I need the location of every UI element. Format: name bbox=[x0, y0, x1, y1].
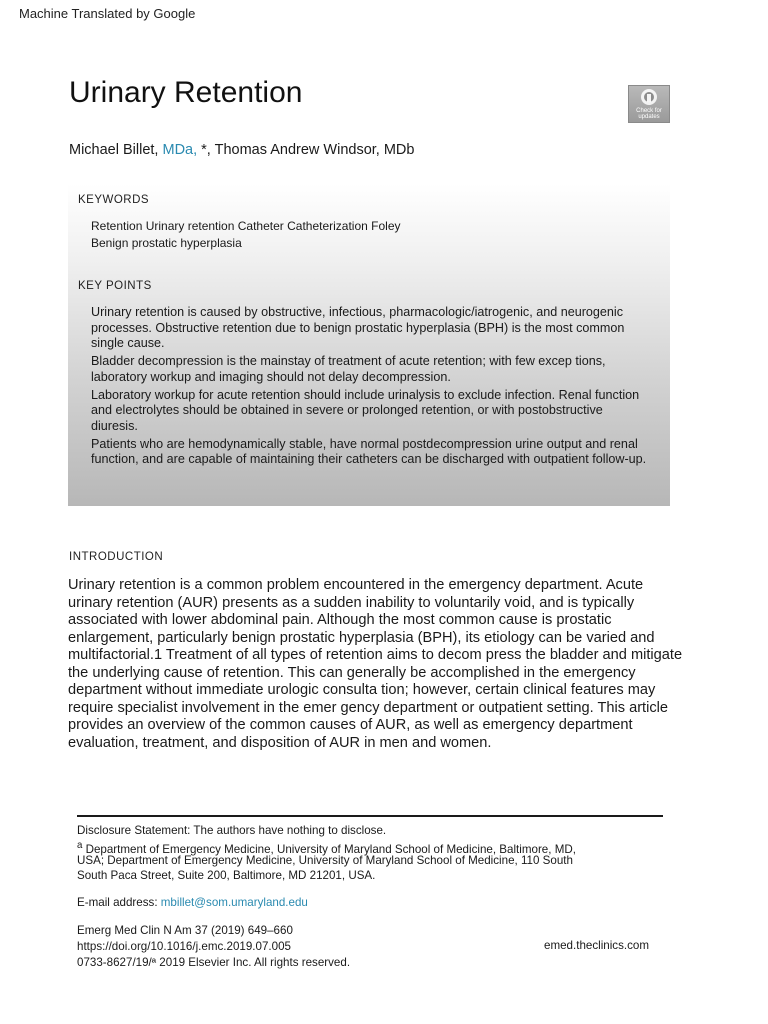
update-check-icon bbox=[638, 88, 660, 108]
email-link[interactable]: mbillet@som.umaryland.edu bbox=[160, 896, 308, 909]
journal-citation: Emerg Med Clin N Am 37 (2019) 649–660 bbox=[77, 924, 293, 937]
affiliation-marker: a bbox=[77, 840, 83, 851]
author-affiliation-link[interactable]: MDa, bbox=[162, 142, 198, 158]
affiliation-line-3: South Paca Street, Suite 200, Baltimore, MD 21201, USA. bbox=[77, 869, 376, 882]
machine-translation-banner: Machine Translated by Google bbox=[19, 6, 196, 21]
copyright-notice: 0733-8627/19/ª 2019 Elsevier Inc. All rights reserved. bbox=[77, 956, 351, 969]
key-points-list bbox=[91, 305, 651, 470]
affiliation-line-2: USA; Department of Emergency Medicine, University of Maryland School of Medicine, 110 South bbox=[77, 854, 573, 867]
check-for-updates-badge[interactable] bbox=[628, 85, 670, 123]
keywords-line-1: Retention Urinary retention Catheter Catheterization Foley bbox=[91, 219, 401, 233]
disclosure-statement: Disclosure Statement: The authors have nothing to disclose. bbox=[77, 824, 387, 837]
introduction-body: Urinary retention is a common problem encountered in the emergency department. Acute urinary retention (AUR) presents as a sudden inability to voluntarily void, and is typically associated with lower abdominal pain. Although the most common cause is prostatic enlargement, particularly benign prostatic hyperplasia (BPH), its etiology can be varied and multifactorial.1 Treatment of all types of retention aims to decom press the bladder and mitigate the underlying cause of retention. This can generally be accomplished in the emergency department without immediate urologic consulta tion; however, certain clinical features may require specialist involvement in the emer gency department or outpatient setting. This article provides an overview of the common causes of AUR, as well as emergency department evaluation, treatment, and disposition of AUR in men and women. bbox=[68, 577, 683, 751]
key-point-item: Bladder decompression is the mainstay of treatment of acute retention; with few excep tions, laboratory workup and imaging should not delay decompression. bbox=[91, 354, 606, 384]
email-label: E-mail address: bbox=[77, 896, 161, 909]
email-line bbox=[77, 895, 667, 911]
keywords-heading: KEYWORDS bbox=[78, 194, 150, 206]
author-rest: *, Thomas Andrew Windsor, MDb bbox=[197, 142, 415, 158]
key-point-item: Laboratory workup for acute retention should include urinalysis to exclude infection. Renal function and electrolytes should be obtained in severe or prolonged retention, or with postobstructive diuresis. bbox=[91, 387, 640, 433]
keywords-line-2: Benign prostatic hyperplasia bbox=[91, 236, 242, 250]
key-point-item: Patients who are hemodynamically stable, have normal postdecompression urine output and renal function, and are capable of maintaining their catheters can be discharged with outpatient follow-up. bbox=[91, 436, 647, 466]
footnote-divider bbox=[77, 815, 663, 817]
badge-text-line1: Check for bbox=[636, 108, 662, 114]
article-title: Urinary Retention bbox=[69, 76, 303, 109]
badge-text-line2: updates bbox=[638, 114, 660, 120]
introduction-heading: INTRODUCTION bbox=[69, 551, 164, 563]
doi-link[interactable]: https://doi.org/10.1016/j.emc.2019.07.005 bbox=[77, 940, 291, 953]
key-points-heading: KEY POINTS bbox=[78, 280, 152, 292]
key-point-item: Urinary retention is caused by obstructive, infectious, pharmacologic/iatrogenic, and neurogenic processes. Obstructive retention due to benign prostatic hyperplasia (BPH) is the most common single cause. bbox=[91, 305, 625, 350]
journal-website[interactable]: emed.theclinics.com bbox=[544, 939, 650, 952]
author-line bbox=[69, 142, 414, 158]
author-first: Michael Billet, bbox=[69, 142, 163, 158]
affiliation-line-1: Department of Emergency Medicine, University of Maryland School of Medicine, Baltimore, MD, bbox=[82, 842, 576, 856]
